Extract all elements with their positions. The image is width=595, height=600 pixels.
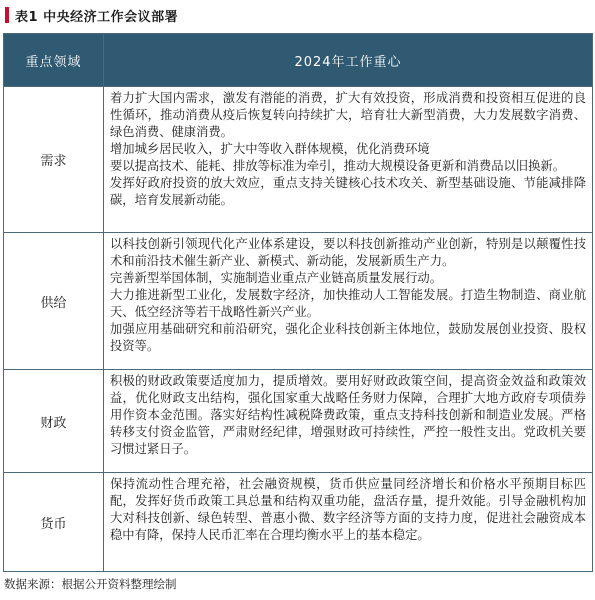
title-accent-bar xyxy=(5,7,9,23)
focus-paragraph: 以科技创新引领现代化产业体系建设，要以科技创新推动产业创新，特别是以颠覆性技术和前沿技术催生新产业、新模式、新动能，发展新质生产力。 xyxy=(110,237,586,268)
focus-paragraph: 发挥好政府投资的放大效应，重点支持关键核心技术攻关、新型基础设施、节能减排降碳，培育发展新动能。 xyxy=(110,176,586,207)
data-source-note: 数据来源：根据公开资料整理绘制 xyxy=(4,577,177,591)
focus-paragraph: 完善新型举国体制，实施制造业重点产业链高质量发展行动。 xyxy=(110,271,443,285)
table-title: 表1 中央经济工作会议部署 xyxy=(15,9,179,25)
area-cell: 货币 xyxy=(4,473,104,572)
focus-cell xyxy=(104,87,593,233)
focus-paragraph: 要以提高技术、能耗、排放等标准为牵引，推动大规模设备更新和消费品以旧换新。 xyxy=(110,159,565,173)
area-cell: 供给 xyxy=(4,233,104,370)
table-row-supply xyxy=(4,233,593,370)
focus-paragraph: 着力扩大国内需求，激发有潜能的消费，扩大有效投资，形成消费和投资相互促进的良性循环，推动消费从疫后恢复转向持续扩大，培育壮大新型消费，大力发展数字消费、绿色消费、健康消费。 xyxy=(110,91,586,139)
focus-cell xyxy=(104,473,593,572)
focus-cell xyxy=(104,233,593,370)
area-cell: 财政 xyxy=(4,370,104,473)
focus-paragraph: 保持流动性合理充裕，社会融资规模，货币供应量同经济增长和价格水平预期目标匹配，发挥好货币政策工具总量和结构双重功能，盘活存量，提升效能。引导金融机构加大对科技创新、绿色转型、普惠小微、数字经济等方面的支持力度，促进社会融资成本稳中有降，保持人民币汇率在合理均衡水平上的基本稳定。 xyxy=(110,477,586,542)
table-header-row xyxy=(4,34,593,87)
area-cell: 需求 xyxy=(4,87,104,233)
table-row-demand xyxy=(4,87,593,233)
focus-paragraph: 加强应用基础研究和前沿研究，强化企业科技创新主体地位，鼓励发展创业投资、股权投资等。 xyxy=(110,322,586,353)
header-area: 重点领域 xyxy=(4,34,104,87)
table-title-bar xyxy=(0,0,595,30)
table-row-fiscal xyxy=(4,370,593,473)
focus-paragraph: 积极的财政政策要适度加力，提质增效。要用好财政政策空间，提高资金效益和政策效益，优化财政支出结构，强化国家重大战略任务财力保障，合理扩大地方政府专项债券用作资本金范围。落实好结构性减税降费政策，重点支持科技创新和制造业发展。严格转移支付资金监管，严肃财经纪律，增强财政可持续性，严控一般性支出。党政机关要习惯过紧日子。 xyxy=(110,374,586,456)
table-row-monetary xyxy=(4,473,593,572)
policy-table xyxy=(3,33,593,572)
focus-paragraph: 增加城乡居民收入，扩大中等收入群体规模，优化消费环境 xyxy=(110,142,430,156)
focus-paragraph: 大力推进新型工业化，发展数字经济，加快推动人工智能发展。打造生物制造、商业航天、低空经济等若干战略性新兴产业。 xyxy=(110,288,586,319)
focus-cell xyxy=(104,370,593,473)
header-focus: 2024年工作重心 xyxy=(104,34,593,87)
